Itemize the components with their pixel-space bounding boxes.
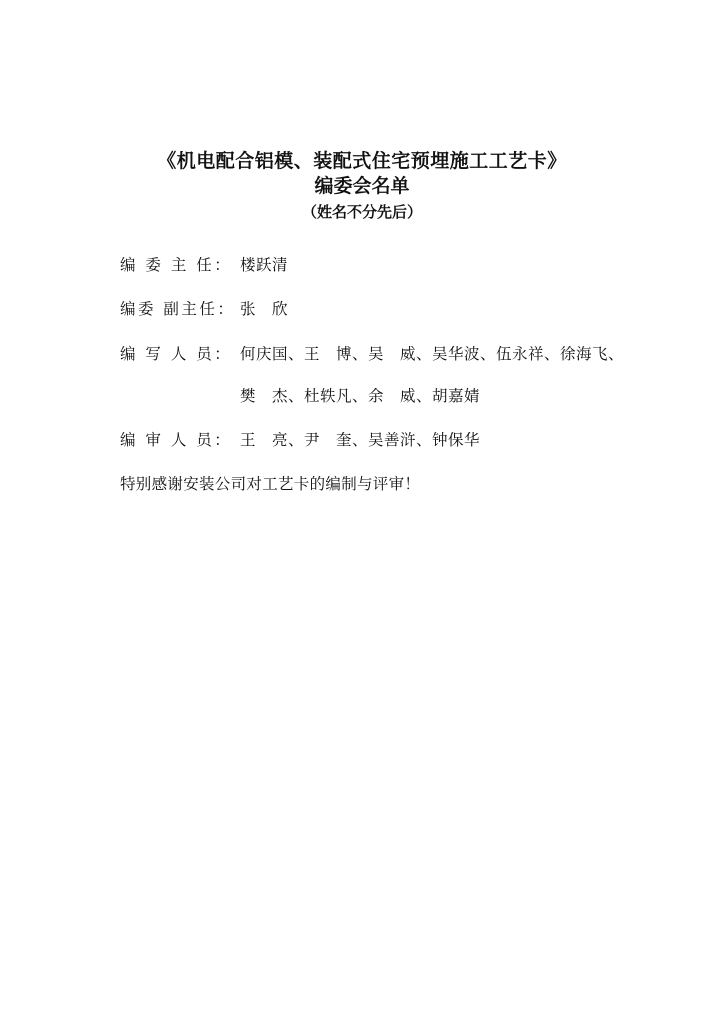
- document-title: 《机电配合铝模、装配式住宅预埋施工工艺卡》: [157, 150, 567, 172]
- reviewers-label: 编 审 人 员：: [120, 431, 233, 449]
- director-label: 编 委 主 任：: [120, 256, 233, 274]
- order-note: （姓名不分先后）: [301, 203, 422, 221]
- director-name: 楼跃清: [240, 256, 289, 274]
- reviewers-names: 王 亮、尹 奎、吴善浒、钟保华: [240, 431, 481, 449]
- writers-label: 编 写 人 员：: [120, 345, 233, 363]
- deputy-director-label: 编委 副主任：: [120, 300, 236, 318]
- writers-row-continued: [120, 385, 480, 407]
- writers-names-line2: 樊 杰、杜轶凡、余 威、胡嘉婧: [240, 387, 481, 405]
- deputy-director-name: 张 欣: [240, 300, 289, 318]
- reviewers-row: [120, 429, 480, 451]
- writers-names-line1: 何庆国、王 博、吴 威、吴华波、伍永祥、徐海飞、: [240, 345, 625, 363]
- deputy-director-row: [120, 298, 288, 320]
- acknowledgement-text: 特别感谢安装公司对工艺卡的编制与评审！: [120, 475, 421, 493]
- director-row: [120, 254, 288, 276]
- document-subtitle: 编委会名单: [314, 175, 410, 197]
- writers-row: [120, 343, 624, 365]
